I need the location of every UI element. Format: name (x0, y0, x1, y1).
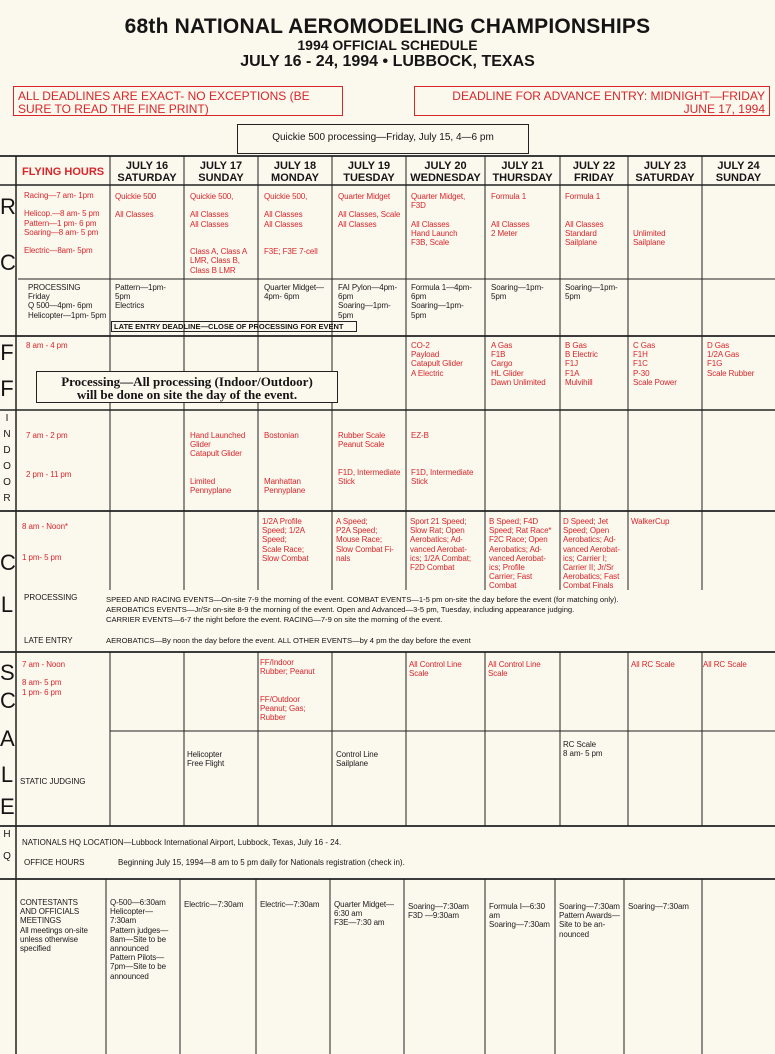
side-letter: A (0, 726, 15, 751)
ff-event-cell: D Gas 1/2A Gas F1G Scale Rubber (707, 341, 755, 378)
rc-processing-cell: Soaring—1pm- 5pm (565, 283, 618, 302)
indoor-hours-morning: 7 am - 2 pm (26, 431, 68, 440)
cl-event-cell: B Speed; F4D Speed; Rat Race* F2C Race; Open Aerobatics; Ad- vanced Aerobat- ics; Profile Carrier; Fast Combat (489, 517, 552, 591)
flying-hours-label: FLYING HOURS (22, 166, 105, 178)
meetings-label: CONTESTANTS AND OFFICIALS MEETINGS All meetings on-site unless otherwise specified (20, 898, 88, 954)
scale-hours: 7 am - Noon 8 am- 5 pm 1 pm- 6 pm (22, 660, 65, 697)
rc-hours: Racing—7 am- 1pm Helicop.—8 am- 5 pm Pattern—1 pm- 6 pm Soaring—8 am- 5 pm Electric—8am- 5pm (24, 191, 100, 256)
side-letter: R (3, 493, 11, 504)
static-cell: RC Scale 8 am- 5 pm (563, 740, 603, 759)
ff-hours: 8 am - 4 pm (26, 341, 68, 350)
meeting-cell: Electric—7:30am (260, 900, 320, 909)
scale-event-cell: All Control Line Scale (409, 660, 462, 679)
meeting-cell: Quarter Midget— 6:30 am F3E—7:30 am (334, 900, 394, 928)
cl-event-cell: Sport 21 Speed; Slow Rat; Open Aerobatics; Ad- vanced Aerobat- ics; 1/2A Combat; F2D Combat (410, 517, 471, 573)
rc-event-cell: Quickie 500 All Classes (115, 192, 157, 220)
indoor-event-cell: Hand Launched Glider Catapult Glider Limited Pennyplane (190, 431, 246, 496)
meeting-cell: Soaring—7:30am Pattern Awards— Site to be an- nounced (559, 902, 620, 939)
rc-processing-cell: Pattern—1pm- 5pm Electrics (115, 283, 166, 311)
side-letter: F (0, 376, 14, 401)
side-letter: O (3, 461, 11, 472)
rc-event-cell: Formula 1 All Classes Standard Sailplane (565, 192, 604, 248)
deadline-exact-box: ALL DEADLINES ARE EXACT- NO EXCEPTIONS (BE SURE TO READ THE FINE PRINT) (13, 86, 343, 116)
cl-event-cell: D Speed; Jet Speed; Open Aerobatics; Ad- vanced Aerobat- ics; Carrier I; Carrier II; Jr/Sr Aerobatics; Fast Combat Finals (563, 517, 620, 591)
meeting-cell: Soaring—7:30am F3D —9:30am (408, 902, 469, 921)
rc-event-cell: Formula 1 All Classes 2 Meter (491, 192, 530, 238)
meeting-cell: Q-500—6:30am Helicopter— 7:30am Pattern judges— 8am—Site to be announced Pattern Pilots— 7pm—Site to be announced (110, 898, 169, 981)
ff-event-cell: A Gas F1B Cargo HL Glider Dawn Unlimited (491, 341, 546, 387)
side-letter: S (0, 660, 15, 685)
indoor-hours-evening: 2 pm - 11 pm (26, 470, 72, 479)
ff-processing-line1: Processing—All processing (Indoor/Outdoor) (61, 374, 313, 389)
hq-location: NATIONALS HQ LOCATION—Lubbock International Airport, Lubbock, Texas, July 16 - 24. (22, 838, 342, 847)
page-title: 68th NATIONAL AEROMODELING CHAMPIONSHIPS (124, 15, 651, 38)
office-hours-text: Beginning July 15, 1994—8 am to 5 pm daily for Nationals registration (check in). (118, 858, 405, 867)
rc-processing-cell: Quarter Midget— 4pm- 6pm (264, 283, 324, 302)
static-cell: Control Line Sailplane (336, 750, 378, 769)
ff-event-cell: B Gas B Electric F1J F1A Mulvihill (565, 341, 598, 387)
meeting-cell: Electric—7:30am (184, 900, 244, 909)
side-letter: D (3, 445, 11, 456)
page-subtitle: 1994 OFFICIAL SCHEDULE (297, 37, 478, 53)
rc-event-cell: Quarter Midget All Classes, Scale All Classes (338, 192, 401, 229)
rc-event-cell: Quarter Midget, F3D All Classes Hand Launch F3B, Scale (411, 192, 466, 248)
day-header: JULY 24 SUNDAY (715, 160, 762, 184)
side-letter: L (0, 762, 14, 787)
day-header: JULY 22 FRIDAY (572, 160, 616, 184)
advance-deadline-line1: DEADLINE FOR ADVANCE ENTRY: MIDNIGHT—FRIDAY (452, 89, 765, 103)
side-letter: F (0, 340, 14, 365)
ff-event-cell: C Gas F1H F1C P-30 Scale Power (633, 341, 677, 387)
day-header: JULY 21 THURSDAY (492, 160, 553, 184)
rc-processing-cell: FAI Pylon—4pm- 6pm Soaring—1pm- 5pm (338, 283, 398, 320)
quickie-processing-box: Quickie 500 processing—Friday, July 15, 4—6 pm (237, 124, 529, 154)
day-header: JULY 17 SUNDAY (198, 160, 244, 184)
indoor-event-cell: Rubber Scale Peanut Scale F1D, Intermediate Stick (338, 431, 401, 487)
cl-late-label: LATE ENTRY (24, 636, 73, 645)
cl-processing-text: SPEED AND RACING EVENTS—On-site 7-9 the morning of the event. COMBAT EVENTS—1-5 pm on-site the day before the event (for matching only). AEROBATICS EVENTS—Jr/Sr on-site 8-9 the morning of the event. Open and Advanced—3-5 pm, Tuesday, including appearance judging. CARRIER EVENTS—6-7 the night before the event. RACING—7-9 on site the morning of the event. (106, 595, 619, 624)
side-letter: R (0, 194, 16, 219)
day-header: JULY 23 SATURDAY (635, 160, 695, 184)
cl-late-text: AEROBATICS—By noon the day before the event. ALL OTHER EVENTS—by 4 pm the day before the event (106, 636, 471, 645)
day-header: JULY 16 SATURDAY (117, 160, 177, 184)
indoor-event-cell: Bostonian Manhattan Pennyplane (264, 431, 306, 496)
side-letter: N (3, 429, 11, 440)
rc-late-entry-box: LATE ENTRY DEADLINE—CLOSE OF PROCESSING FOR EVENT (111, 321, 357, 332)
office-hours-label: OFFICE HOURS (24, 858, 85, 867)
side-letter: Q (3, 851, 11, 862)
cl-event-cell: WalkerCup (631, 517, 670, 526)
scale-event-cell: All Control Line Scale (488, 660, 541, 679)
advance-deadline-line2: JUNE 17, 1994 (683, 102, 765, 116)
dates-location: JULY 16 - 24, 1994 • LUBBOCK, TEXAS (240, 53, 535, 70)
side-letter: O (3, 477, 11, 488)
rc-processing-cell: Soaring—1pm- 5pm (491, 283, 544, 302)
ff-event-cell: CO-2 Payload Catapult Glider A Electric (411, 341, 463, 378)
indoor-event-cell: EZ-B F1D, Intermediate Stick (411, 431, 474, 487)
scale-event-cell: FF/Indoor Rubber; Peanut FF/Outdoor Peanut; Gas; Rubber (260, 658, 315, 723)
side-letter: C (0, 250, 16, 275)
day-header: JULY 18 MONDAY (271, 160, 319, 184)
ff-processing-box (36, 371, 338, 403)
scale-event-cell: All RC Scale (703, 660, 747, 669)
side-letter: C (0, 688, 16, 713)
cl-event-cell: A Speed; P2A Speed; Mouse Race; Slow Combat Fi- nals (336, 517, 394, 563)
static-cell: Helicopter Free Flight (187, 750, 225, 769)
ff-processing-line2: will be done on site the day of the event. (76, 387, 298, 402)
side-letter: C (0, 550, 16, 575)
day-header: JULY 20 WEDNESDAY (410, 160, 481, 184)
scale-event-cell: All RC Scale (631, 660, 675, 669)
meeting-cell: Soaring—7:30am (628, 902, 689, 911)
rc-processing-cell: Formula 1—4pm- 6pm Soaring—1pm- 5pm (411, 283, 472, 320)
cl-hours-afternoon: 1 pm- 5 pm (22, 553, 62, 562)
meeting-cell: Formula I—6:30 am Soaring—7:30am (489, 902, 550, 930)
advance-deadline-box (414, 86, 770, 116)
cl-processing-label: PROCESSING (24, 593, 78, 602)
rc-processing-label: PROCESSING Friday Q 500—4pm- 6pm Helicopter—1pm- 5pm (28, 283, 107, 320)
side-letter: E (0, 794, 15, 819)
side-letter: I (5, 413, 9, 424)
rc-event-cell: Quickie 500, All Classes All Classes F3E; F3E 7-cell (264, 192, 318, 257)
static-judging-label: STATIC JUDGING (20, 777, 86, 786)
cl-hours-morning: 8 am - Noon* (22, 522, 68, 531)
side-letter: H (3, 829, 11, 840)
side-letter: L (0, 592, 14, 617)
rc-event-cell: Unlimited Sailplane (633, 228, 666, 248)
day-header: JULY 19 TUESDAY (343, 160, 395, 184)
cl-event-cell: 1/2A Profile Speed; 1/2A Speed; Scale Race; Slow Combat (262, 517, 309, 563)
rc-event-cell: Quickie 500, All Classes All Classes Class A, Class A LMR, Class B, Class B LMR (190, 192, 248, 275)
